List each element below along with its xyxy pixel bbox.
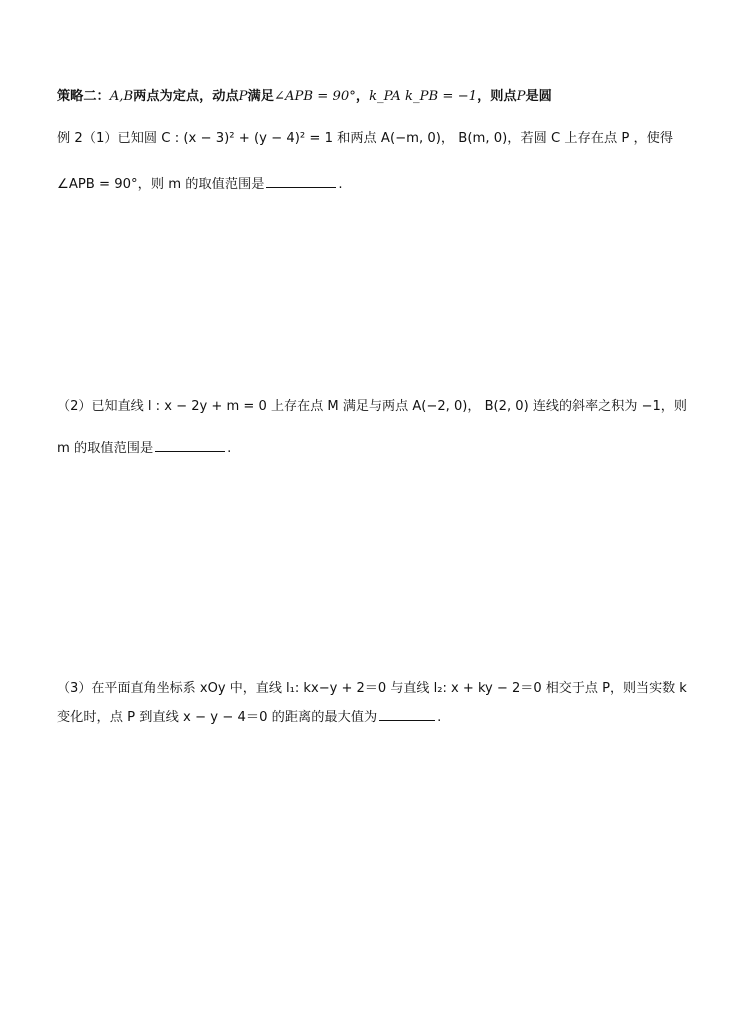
strategy-heading-prefix: 策略二： (57, 89, 110, 104)
example2-line2 (57, 439, 231, 458)
answer-blank-1[interactable] (266, 175, 336, 188)
example3-period: . (437, 710, 442, 725)
example1-line2-text: ∠APB = 90°，则 m 的取值范围是 (57, 177, 265, 192)
example2-line1: （2）已知直线 l : x − 2y + m = 0 上存在点 M 满足与两点 A(−2, 0)， B(2, 0) 连线的斜率之积为 −1，则 (57, 399, 687, 414)
point-p: P (238, 89, 248, 104)
comma: ， (355, 89, 370, 104)
is-circle-text: 是圆 (525, 89, 552, 104)
example3-line2-text: 变化时，点 P 到直线 x − y − 4＝0 的距离的最大值为 (57, 710, 378, 725)
strategy-heading (57, 88, 552, 106)
example2-line2-text: m 的取值范围是 (57, 441, 154, 456)
satisfy-text: 满足 (247, 89, 274, 104)
example1-line2 (57, 175, 343, 194)
slope-condition: k_PA k_PB = −1 (369, 89, 478, 104)
example1-line1: 例 2（1）已知圆 C : (x − 3)² + (y − 4)² = 1 和两点 A(−m, 0)， B(m, 0)，若圆 C 上存在点 P ，使得 (57, 131, 674, 146)
example3-line1: （3）在平面直角坐标系 xOy 中，直线 l₁: kx−y + 2＝0 与直线 l₂: x + ky − 2＝0 相交于点 P，则当实数 k (57, 681, 687, 696)
then-text: ，则点 (477, 89, 517, 104)
example2-period: . (227, 441, 232, 456)
point-p-2: P (516, 89, 526, 104)
fixed-points-text: 两点为定点，动点 (133, 89, 239, 104)
answer-blank-2[interactable] (155, 439, 225, 452)
example3-line2 (57, 708, 441, 727)
example1-period: . (338, 177, 343, 192)
angle-condition: ∠APB = 90° (273, 89, 356, 104)
points-ab: A,B (109, 89, 134, 104)
answer-blank-3[interactable] (379, 708, 435, 721)
